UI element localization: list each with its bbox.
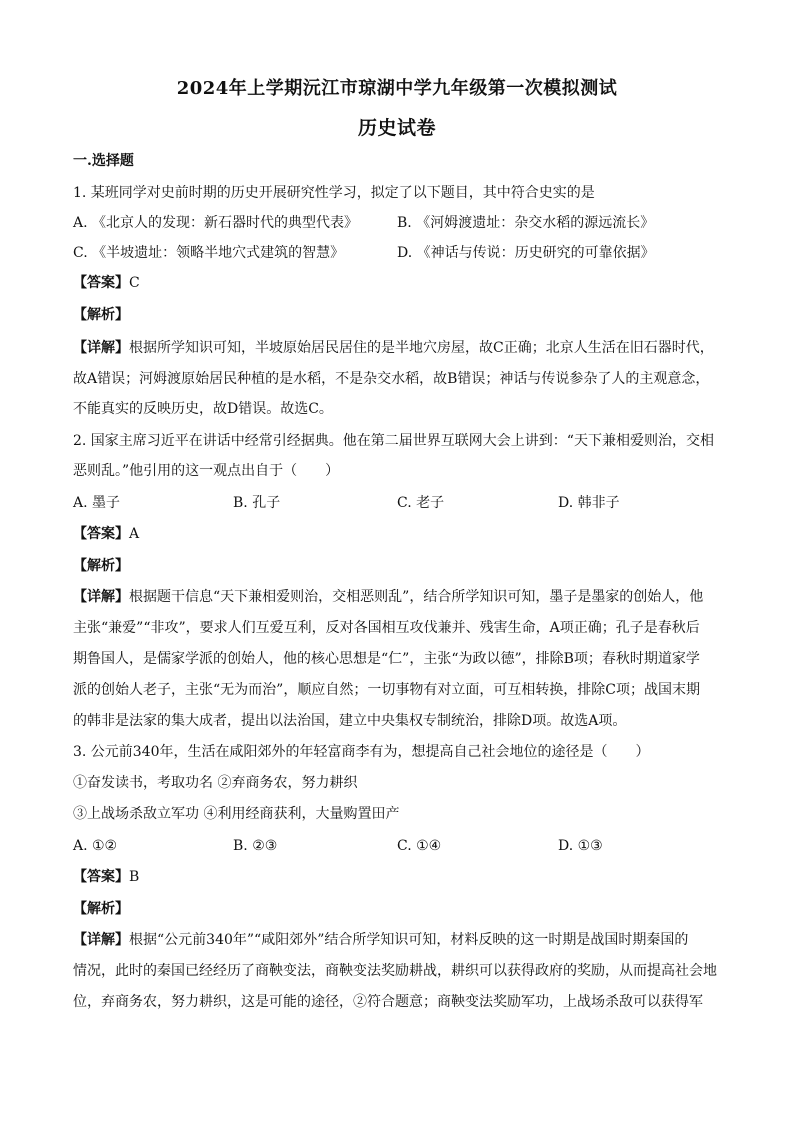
- q1-option-b: B. 《河姆渡遗址：杂交水稻的源远流长》: [397, 215, 655, 231]
- answer-value: A: [129, 526, 140, 542]
- q2-detail-line: 派的创始人老子，主张“无为而治”，顺应自然；一切事物有对立面，可互相转换，排除C项；战国末期: [73, 682, 701, 698]
- q1-option-a: A. 《北京人的发现：新石器时代的典型代表》: [73, 215, 359, 231]
- answer-tag: 【答案】: [73, 526, 129, 542]
- q2-answer: [73, 524, 139, 544]
- q2-detail-line: 的韩非是法家的集大成者，提出以法治国，建立中央集权专制统治，排除D项。故选A项。: [73, 713, 627, 729]
- q2-analysis-tag: 【解析】: [73, 558, 129, 574]
- detail-text: 根据所学知识可知，半坡原始居民居住的是半地穴房屋，故C正确；北京人生活在旧石器时代，: [129, 340, 714, 356]
- detail-tag: 【详解】: [73, 340, 129, 356]
- answer-tag: 【答案】: [73, 275, 129, 291]
- q1-answer: [73, 273, 140, 293]
- q2-stem: 恶则乱。”他引用的这一观点出自于（ ）: [73, 463, 340, 479]
- answer-value: B: [129, 869, 140, 885]
- q3-option-c: C. ①④: [397, 838, 442, 854]
- q2-option-b: B. 孔子: [233, 495, 281, 511]
- q2-stem: 2. 国家主席习近平在讲话中经常引经据典。他在第二届世界互联网大会上讲到：“天下兼相爱则治，交相: [73, 433, 714, 449]
- exam-title: 2024年上学期沅江市琼湖中学九年级第一次模拟测试: [176, 78, 618, 99]
- q1-detail-line: 故A错误；河姆渡原始居民种植的是水稻，不是杂交水稻，故B错误；神话与传说参杂了人的主观意念，: [73, 371, 710, 387]
- q2-detail-line: [73, 587, 703, 607]
- q2-detail-line: 主张“兼爱”“非攻”，要求人们互爱互利，反对各国相互攻伐兼并、残害生命，A项正确；孔子是春秋后: [73, 620, 700, 636]
- q1-option-c: C. 《半坡遗址：领略半地穴式建筑的智慧》: [73, 245, 345, 261]
- q1-detail-line: 不能真实的反映历史，故D错误。故选C。: [73, 401, 333, 417]
- q3-detail-line: [73, 930, 688, 950]
- q2-detail-line: 期鲁国人，是儒家学派的创始人，他的核心思想是“仁”，主张“为政以德”，排除B项；春秋时期道家学: [73, 651, 700, 667]
- q2-option-c: C. 老子: [397, 495, 445, 511]
- q1-option-d: D. 《神话与传说：历史研究的可靠依据》: [397, 245, 655, 261]
- section-heading: 一.选择题: [73, 153, 134, 169]
- exam-subtitle: 历史试卷: [357, 117, 436, 139]
- q3-answer: [73, 867, 139, 887]
- q2-option-d: D. 韩非子: [558, 495, 620, 511]
- q3-option-b: B. ②③: [233, 838, 278, 854]
- q3-option-d: D. ①③: [558, 838, 603, 854]
- detail-text: 根据题干信息“天下兼相爱则治，交相恶则乱”，结合所学知识可知，墨子是墨家的创始人，他: [129, 589, 704, 605]
- q3-item-line: ①奋发读书，考取功名 ②弃商务农，努力耕织: [73, 775, 358, 791]
- q3-stem: 3. 公元前340年，生活在咸阳郊外的年轻富商李有为，想提高自己社会地位的途径是（ ）: [73, 744, 650, 760]
- q1-detail-line: [73, 338, 714, 358]
- detail-tag: 【详解】: [73, 932, 129, 948]
- detail-text: 根据“公元前340年”“咸阳郊外”结合所学知识可知，材料反映的这一时期是战国时期秦国的: [129, 932, 689, 948]
- q1-analysis-tag: 【解析】: [73, 307, 129, 323]
- q1-stem: 1. 某班同学对史前时期的历史开展研究性学习，拟定了以下题目，其中符合史实的是: [73, 185, 595, 201]
- q3-detail-line: 位，弃商务农，努力耕织，这是可能的途径，②符合题意；商鞅变法奖励军功，上战场杀敌可以获得军: [73, 994, 703, 1010]
- answer-value: C: [129, 275, 140, 291]
- q3-option-a: A. ①②: [73, 838, 118, 854]
- detail-tag: 【详解】: [73, 589, 129, 605]
- q3-detail-line: 情况，此时的秦国已经经历了商鞅变法，商鞅变法奖励耕战，耕织可以获得政府的奖励，从而提高社会地: [73, 963, 717, 979]
- q2-option-a: A. 墨子: [73, 495, 121, 511]
- q3-analysis-tag: 【解析】: [73, 901, 129, 917]
- q3-item-line: ③上战场杀敌立军功 ④利用经商获利，大量购置田产: [73, 806, 400, 822]
- answer-tag: 【答案】: [73, 869, 129, 885]
